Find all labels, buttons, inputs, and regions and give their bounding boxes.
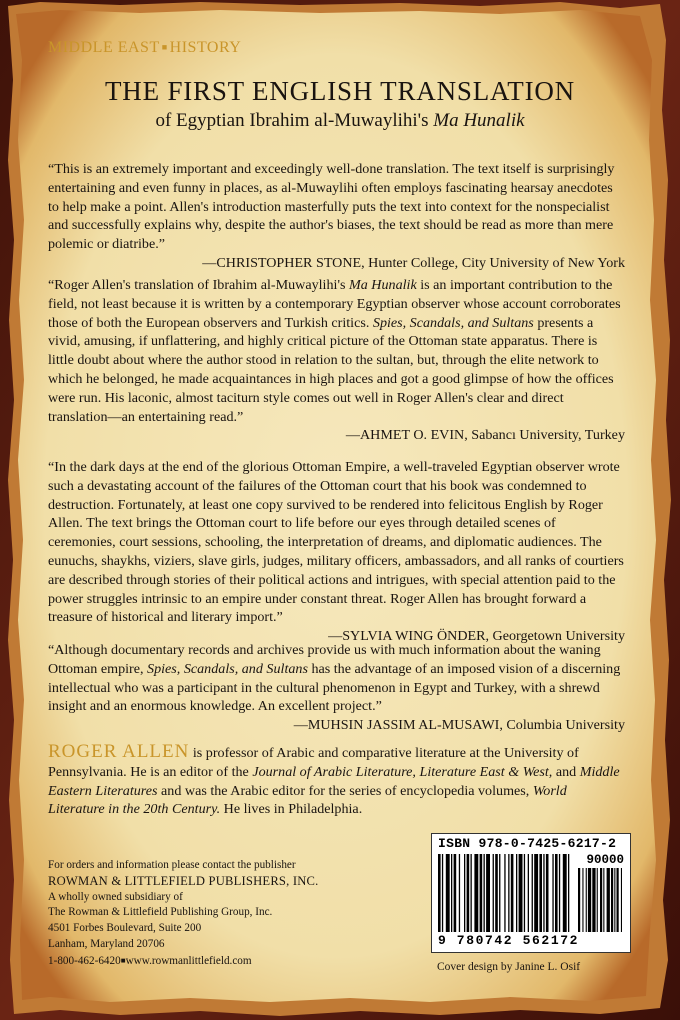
category-label [48,39,241,57]
publisher-website: www.rowmanlittlefield.com [125,954,252,967]
publisher-phone: 1-800-462-6420 [48,954,121,967]
review-quote-3 [48,458,625,646]
cover-design-credit: Cover design by Janine L. Osif [437,961,581,973]
isbn-barcode [431,833,631,953]
category-left: MIDDLE EAST [48,39,160,56]
review-quote-4 [48,641,625,735]
review-quote-2 [48,276,625,445]
book-subheadline [0,110,680,132]
publisher-info [48,858,378,970]
price-code: 90000 [586,853,624,867]
publisher-contact-line: For orders and information please contact the publisher [48,859,296,871]
book-headline: THE FIRST ENGLISH TRANSLATION [105,76,575,106]
publisher-street: 4501 Forbes Boulevard, Suite 200 [48,922,202,935]
review-text: “This is an extremely important and exceedingly well-done translation. The text itself is surprisingly entertaining and even funny in places, as al-Muwaylihi often employs fascinating hearsay anecdotes to help make a point. Allen's introduction masterfully puts the text into context for the nonspecialist and successfully explains why, despite the author's biases, the text should be read as more than mere polemic or diatribe.” [48,161,615,253]
category-right: HISTORY [169,39,242,56]
publisher-city: Lanham, Maryland 20706 [48,937,165,950]
author-bio: ROGER ALLEN is professor of Arabic and comparative literature at the University of Pennsylvania. He is an editor of the Journal of Arabic Literature, Literature East & West, and Middle Eastern Literatures and was the Arabic editor for the series of encyclopedia volumes, World Literature in the 20th Century. He lives in Philadelphia. [48,741,620,818]
review-text: “Although documentary records and archives provide us with much information about the waning Ottoman empire, Spies, Scandals, and Sultans has the advantage of an imposed vision of a discerning intellectual who was a participant in the cultural phenomenon in Egypt and Turkey, with a shrewd insight and an enormous knowledge. An excellent project.” [48,642,621,715]
ean-digits: 9 780742 562172 [438,933,580,948]
review-attribution: —SYLVIA WING ÖNDER, Georgetown University [328,628,625,645]
review-attribution: —AHMET O. EVIN, Sabancı University, Turkey [345,427,625,444]
publisher-group: The Rowman & Littlefield Publishing Group, Inc. [48,906,273,919]
publisher-phone-web [48,953,378,970]
subtitle-prefix: of Egyptian Ibrahim al-Muwaylihi's [155,110,434,131]
review-attribution: —CHRISTOPHER STONE, Hunter College, City University of New York [202,254,625,271]
author-name: ROGER ALLEN [48,741,190,762]
subtitle-italic: Ma Hunalik [433,110,525,131]
review-attribution: —MUHSIN JASSIM AL-MUSAWI, Columbia University [293,717,625,734]
publisher-subsidiary-line: A wholly owned subsidiary of [48,890,183,903]
barcode-bars [438,854,624,934]
review-text: “Roger Allen's translation of Ibrahim al-Muwaylihi's Ma Hunalik is an important contribution to the field, not least because it is written by a contemporary Egyptian observer whose account corroborates those of both the European observers and Turkish critics. Spies, Scandals, and Sultans presents a vivid, amusing, if unflattering, and highly critical picture of the Ottoman state apparatus. There is little doubt about where the author stood in relation to the sultan, but, through the elite network to which he belonged, he made acquaintances in high places and got a good glimpse of how the offices were run. His laconic, almost taciturn style comes out well in Roger Allen's clear and direct translation—an entertaining read.” [48,277,621,425]
publisher-name: ROWMAN & LITTLEFIELD PUBLISHERS, INC. [48,873,319,888]
square-bullet-icon: ■ [161,42,168,52]
review-quote-1 [48,160,625,273]
square-bullet-icon: ■ [120,955,126,965]
isbn-number: ISBN 978-0-7425-6217-2 [438,836,617,851]
review-text: “In the dark days at the end of the glorious Ottoman Empire, a well-traveled Egyptian observer wrote such a devastating account of the failures of the Ottoman court that his book was condemned to destruction. Fortunately, at least one copy survived to be rendered into felicitous English by Roger Allen. The text brings the Ottoman court to life before our eyes through detailed scenes of ceremonies, court sessions, schooling, the interpretation of dreams, and diplomatic audiences. The eunuchs, shaykhs, viziers, slave girls, judges, military officers, ambassadors, and all ranks of courtiers are described through stories of their political actions and intrigues, with special attention paid to the power struggles intrinsic to an empire under constant threat. Roger Allen has brought forward a treasure of historical and literary import.” [48,459,624,626]
